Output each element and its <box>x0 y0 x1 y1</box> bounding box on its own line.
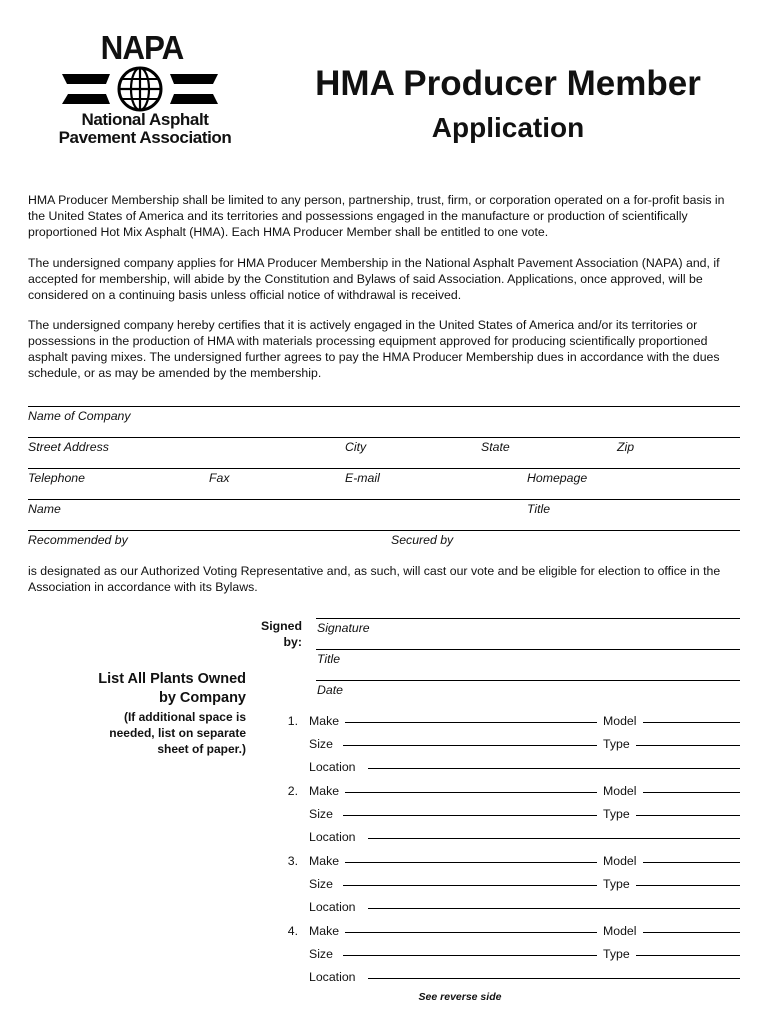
plant-3-make-field[interactable] <box>345 862 597 863</box>
plant-3-location-label: Location <box>309 900 356 914</box>
plant-1-location-field[interactable] <box>368 768 740 769</box>
logo-name-line2: Pavement Association <box>58 128 232 147</box>
plants-heading <box>60 670 246 708</box>
plant-1-make-field[interactable] <box>345 722 597 723</box>
date-label: Date <box>317 683 343 697</box>
logo-acronym: NAPA <box>100 29 184 66</box>
street-address-label: Street Address <box>28 440 109 454</box>
page-subtitle: Application <box>431 112 585 143</box>
plants-note-line1: (If additional space is <box>123 710 246 724</box>
globe-logo-icon <box>62 64 218 116</box>
plant-3-model-label: Model <box>603 854 637 868</box>
plant-number-2: 2. <box>287 784 298 798</box>
plant-2-type-label: Type <box>603 807 630 821</box>
signature-label: Signature <box>317 621 370 635</box>
plant-2-make-label: Make <box>309 784 340 798</box>
email-label: E-mail <box>345 471 380 485</box>
plant-3-model-field[interactable] <box>643 862 740 863</box>
telephone-label: Telephone <box>28 471 85 485</box>
plant-1-make-label: Make <box>309 714 340 728</box>
plant-3-type-label: Type <box>603 877 630 891</box>
secured-by-label: Secured by <box>391 533 454 547</box>
plant-4-size-label: Size <box>309 947 333 961</box>
plant-4-size-field[interactable] <box>343 955 597 956</box>
signed-by-label-line1: Signed <box>261 619 302 633</box>
plant-1-type-label: Type <box>603 737 630 751</box>
state-label: State <box>481 440 510 454</box>
city-label: City <box>345 440 367 454</box>
plant-4-model-field[interactable] <box>643 932 740 933</box>
logo-name-line1: National Asphalt <box>81 110 209 129</box>
plant-4-location-field[interactable] <box>368 978 740 979</box>
signed-by-label-line2: by: <box>283 635 302 649</box>
name-label: Name <box>28 502 61 516</box>
plant-1-location-label: Location <box>309 760 356 774</box>
plant-2-model-field[interactable] <box>643 792 740 793</box>
plant-4-type-label: Type <box>603 947 630 961</box>
address-line[interactable] <box>28 437 740 438</box>
company-name-line[interactable] <box>28 406 740 407</box>
plant-3-make-label: Make <box>309 854 340 868</box>
eligibility-paragraph: HMA Producer Membership shall be limited to any person, partnership, trust, firm, or corporation operated on a for-profit basis in the United States of America and its territories and possessions engaged in the manufacture or production of scientifically proportioned Hot Mix Asphalt (HMA). Each HMA Producer Member shall be entitled to one vote. <box>28 193 725 239</box>
plant-1-type-field[interactable] <box>636 745 740 746</box>
recommended-line[interactable] <box>28 530 740 531</box>
contact-line[interactable] <box>28 468 740 469</box>
plant-1-size-field[interactable] <box>343 745 597 746</box>
page-title: HMA Producer Member <box>315 64 701 103</box>
plant-number-4: 4. <box>287 924 298 938</box>
date-line[interactable] <box>316 680 740 681</box>
title-label: Title <box>527 502 551 516</box>
certification-paragraph: The undersigned company hereby certifies that it is actively engaged in the United States of America and/or its territories or possessions in the production of HMA with materials processing equipment approved for producing scientifically proportioned asphalt paving mixes. The undersigned further agrees to pay the HMA Producer Membership dues in accordance with the dues schedule, or as may be amended by the membership. <box>28 318 720 380</box>
plant-2-location-field[interactable] <box>368 838 740 839</box>
designation-paragraph: is designated as our Authorized Voting Representative and, as such, will cast our vote and be eligible for election to office in the Association in accordance with its Bylaws. <box>28 564 721 594</box>
fax-label: Fax <box>209 471 230 485</box>
plant-4-model-label: Model <box>603 924 637 938</box>
plant-4-make-field[interactable] <box>345 932 597 933</box>
plant-2-size-label: Size <box>309 807 333 821</box>
plants-note-line2: needed, list on separate <box>109 726 246 740</box>
signature-line[interactable] <box>316 618 740 619</box>
plant-1-model-label: Model <box>603 714 637 728</box>
name-line[interactable] <box>28 499 740 500</box>
plants-heading-line2: by Company <box>158 690 246 706</box>
plant-4-type-field[interactable] <box>636 955 740 956</box>
plant-3-location-field[interactable] <box>368 908 740 909</box>
plant-2-type-field[interactable] <box>636 815 740 816</box>
plant-3-size-label: Size <box>309 877 333 891</box>
plant-4-make-label: Make <box>309 924 340 938</box>
signer-title-line[interactable] <box>316 649 740 650</box>
plant-4-location-label: Location <box>309 970 356 984</box>
plant-3-type-field[interactable] <box>636 885 740 886</box>
plants-note-line3: sheet of paper.) <box>157 742 246 756</box>
plant-1-size-label: Size <box>309 737 333 751</box>
plant-1-model-field[interactable] <box>643 722 740 723</box>
recommended-by-label: Recommended by <box>28 533 128 547</box>
zip-label: Zip <box>617 440 635 454</box>
homepage-label: Homepage <box>527 471 588 485</box>
signer-title-label: Title <box>317 652 341 666</box>
plant-3-size-field[interactable] <box>343 885 597 886</box>
see-reverse-note: See reverse side <box>418 991 502 1003</box>
application-paragraph: The undersigned company applies for HMA Producer Membership in the National Asphalt Pavement Association (NAPA) and, if accepted for membership, will abide by the Constitution and Bylaws of said Association. Applications, once approved, will be considered on a continuing basis unless official notice of withdrawal is received. <box>28 256 720 302</box>
plant-2-size-field[interactable] <box>343 815 597 816</box>
plants-note <box>60 709 246 757</box>
plant-2-make-field[interactable] <box>345 792 597 793</box>
plants-heading-line1: List All Plants Owned <box>98 671 246 687</box>
company-name-label: Name of Company <box>28 409 131 423</box>
plant-number-3: 3. <box>287 854 298 868</box>
plant-2-model-label: Model <box>603 784 637 798</box>
plant-2-location-label: Location <box>309 830 356 844</box>
plant-number-1: 1. <box>287 714 298 728</box>
